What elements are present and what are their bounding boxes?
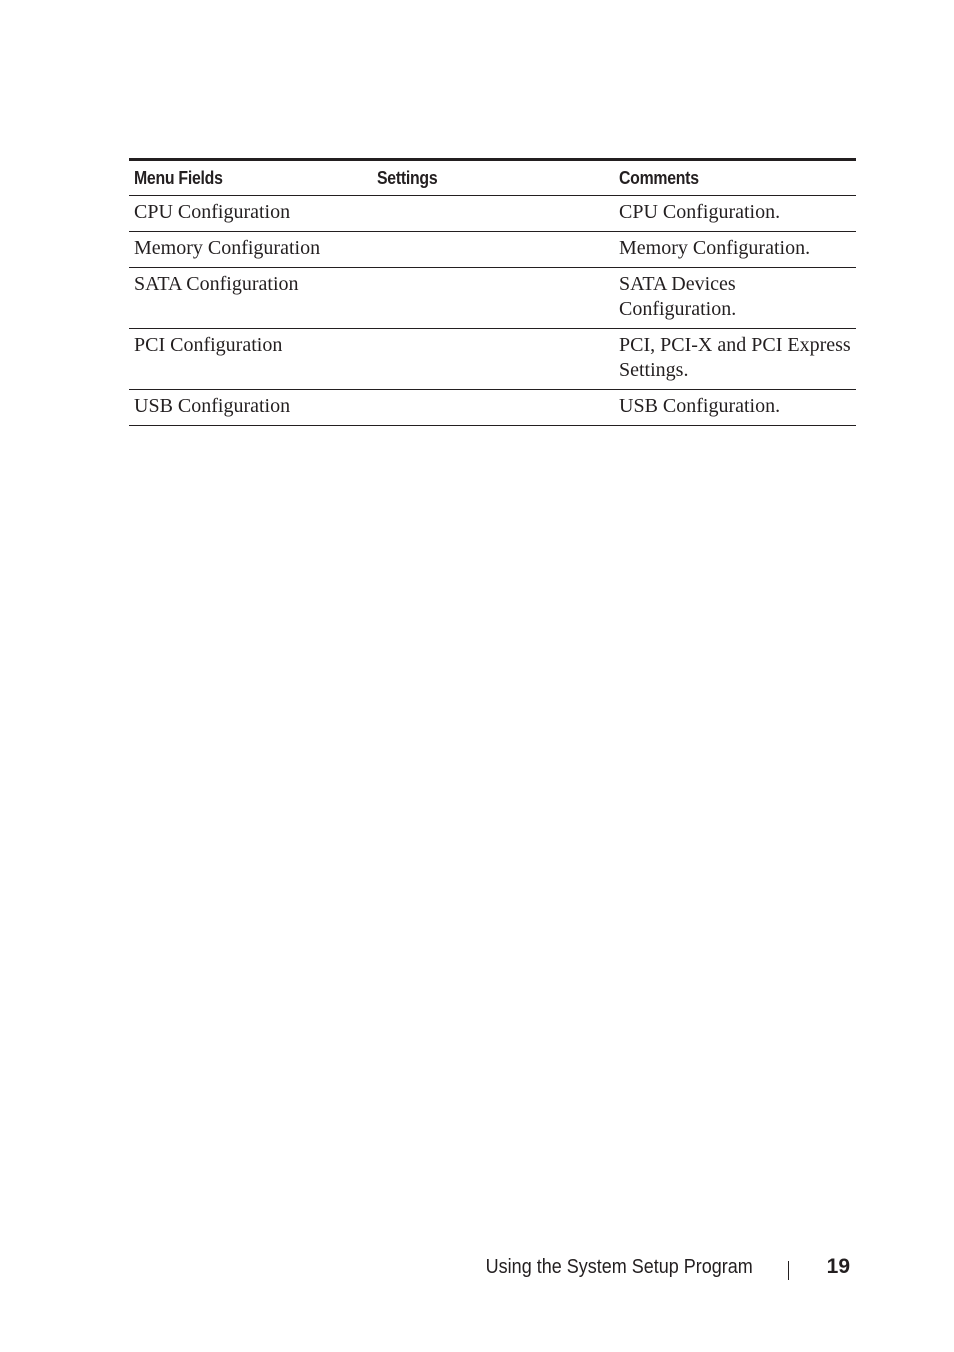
table-header-row xyxy=(129,160,856,196)
cell-comments: USB Configuration. xyxy=(619,395,781,417)
cell-comments: PCI, PCI-X and PCI Express Settings. xyxy=(619,334,851,381)
footer-separator xyxy=(788,1261,789,1280)
table-row xyxy=(129,232,856,268)
page-number: 19 xyxy=(826,1255,850,1278)
header-settings: Settings xyxy=(377,167,438,188)
cell-menu-field: USB Configuration xyxy=(134,395,291,417)
footer-section-title: Using the System Setup Program xyxy=(485,1256,753,1278)
page-footer xyxy=(0,1252,954,1286)
cell-menu-field: CPU Configuration xyxy=(134,201,291,223)
cell-comments: Memory Configuration. xyxy=(619,237,811,259)
table-row xyxy=(129,196,856,232)
table-row xyxy=(129,268,856,329)
table-row xyxy=(129,390,856,426)
cell-menu-field: PCI Configuration xyxy=(134,334,283,356)
cell-settings xyxy=(372,268,614,329)
cell-settings xyxy=(372,196,614,232)
cell-menu-field: SATA Configuration xyxy=(134,273,299,295)
settings-table xyxy=(129,158,856,426)
cell-settings xyxy=(372,390,614,426)
header-comments: Comments xyxy=(619,167,699,188)
cell-comments: CPU Configuration. xyxy=(619,201,781,223)
cell-settings xyxy=(372,232,614,268)
header-menu-fields: Menu Fields xyxy=(134,167,223,188)
cell-comments: SATA Devices Configuration. xyxy=(619,273,737,320)
table-row xyxy=(129,329,856,390)
cell-menu-field: Memory Configuration xyxy=(134,237,321,259)
cell-settings xyxy=(372,329,614,390)
